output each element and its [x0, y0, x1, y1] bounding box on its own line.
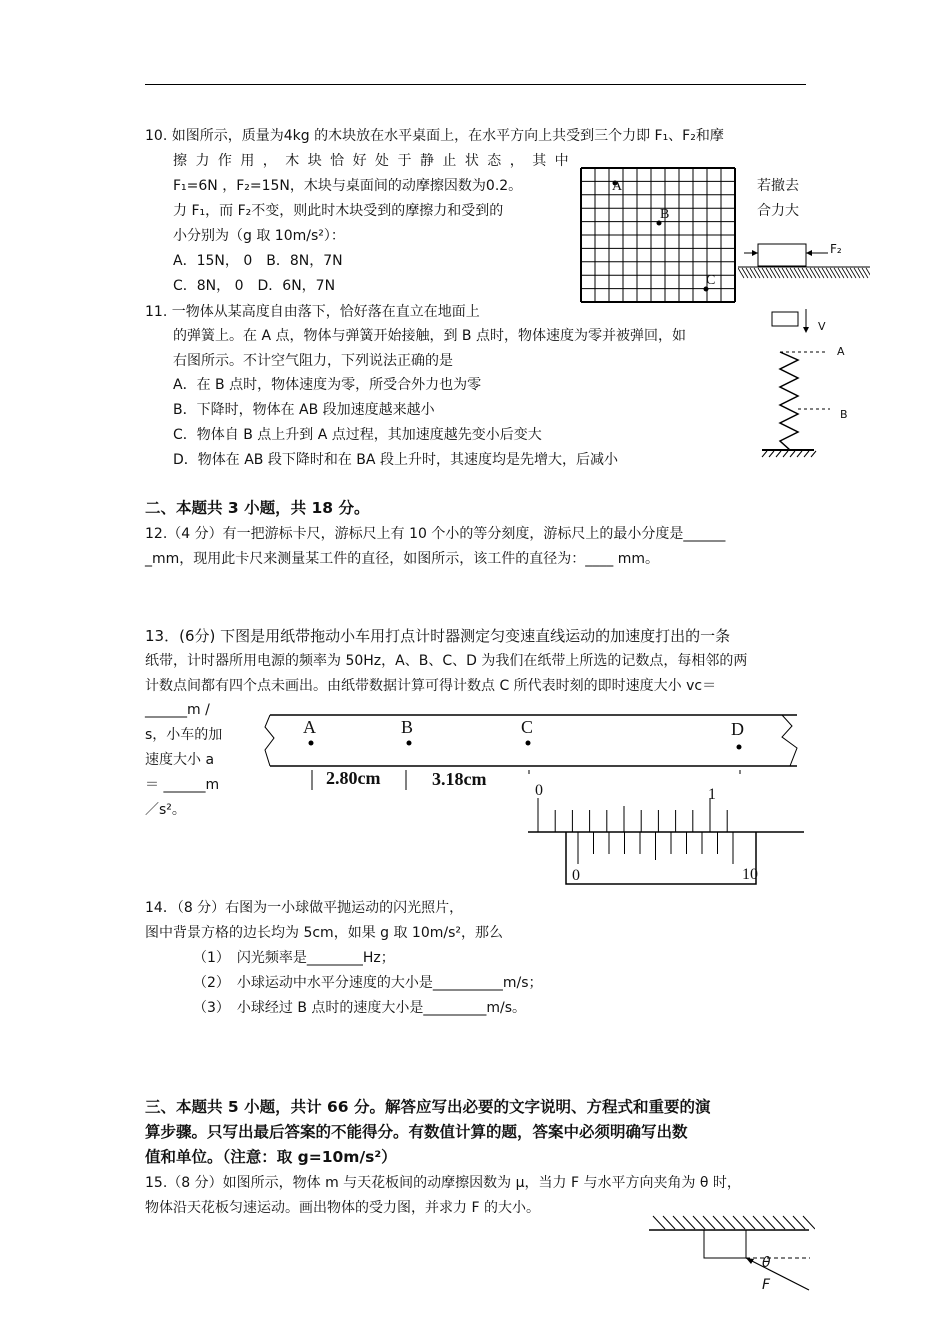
q10-line: F₁=6N ，F₂=15N，木块与桌面间的动摩擦因数为0.2。 — [173, 178, 523, 194]
q11-option-d: D．物体在 AB 段下降时和在 BA 段上升时，其速度均是先增大，后减小 — [173, 452, 618, 468]
q13-line: s，小车的加 — [145, 727, 223, 743]
q10-line: 力 F₁，而 F₂不变，则此时木块受到的摩擦力和受到的 — [173, 203, 504, 219]
theta-label: θ — [762, 1255, 771, 1271]
main-scale-0: 0 — [535, 782, 543, 799]
q10-option-ab: A．15N， 0 B．8N，7N — [173, 253, 343, 269]
q11-option-a: A．在 B 点时，物体速度为零，所受合外力也为零 — [173, 377, 482, 393]
q10-line: 10. 如图所示，质量为4kg 的木块放在水平桌面上，在水平方向上共受到三个力即 F₁、F₂和摩 — [145, 128, 724, 144]
q13-line: 速度大小 a — [145, 752, 215, 768]
tape-point-b: B — [401, 717, 414, 737]
section-3-heading: 算步骤。只写出最后答案的不能得分。有数值计算的题，答案中必须明确写出数 — [145, 1123, 688, 1141]
vernier-caliper-figure — [528, 780, 808, 892]
q14-sub-3: （3） 小球经过 B 点时的速度大小是_________m/s。 — [193, 1000, 527, 1016]
q13-line: 13．(6分) 下图是用纸带拖动小车用打点计时器测定匀变速直线运动的加速度打出的一条 — [145, 627, 731, 645]
q10-right-text: 合力大 — [757, 203, 799, 219]
q12-line: 12.（4 分）有一把游标卡尺，游标尺上有 10 个小的等分刻度，游标尺上的最小分度是______ — [145, 526, 726, 542]
q15-line: 15.（8 分）如图所示，物体 m 与天花板间的动摩擦因数为 μ，当力 F 与水平方向夹角为 θ 时， — [145, 1175, 741, 1191]
q11-line: 右图所示。不计空气阻力，下列说法正确的是 — [173, 353, 453, 369]
q13-line: ＝ ______m — [145, 777, 220, 793]
q14-line: 14．（8 分）右图为一小球做平抛运动的闪光照片， — [145, 900, 464, 916]
section-2-heading: 二、本题共 3 小题，共 18 分。 — [145, 499, 370, 517]
distance-ab: 2.80cm — [326, 768, 381, 788]
q10-line: 擦 力 作 用 ， 木 块 恰 好 处 于 静 止 状 态 ， 其 中 — [173, 153, 571, 169]
force-f2-label: F₂ — [830, 242, 842, 256]
q13-line: ／s²。 — [145, 802, 186, 818]
q15-line: 物体沿天花板匀速运动。画出物体的受力图，并求力 F 的大小。 — [145, 1200, 540, 1216]
q14-sub-1: （1） 闪光频率是________Hz； — [193, 950, 395, 966]
q14-line: 图中背景方格的边长均为 5cm，如果 g 取 10m/s²，那么 — [145, 925, 504, 941]
tape-point-c: C — [521, 717, 534, 737]
distance-bc: 3.18cm — [432, 769, 487, 789]
spring-label-b: B — [840, 408, 848, 421]
q14-sub-2: （2） 小球运动中水平分速度的大小是__________m/s； — [193, 975, 543, 991]
tape-point-d: D — [731, 719, 744, 739]
velocity-label: V — [818, 320, 826, 333]
q12-line: _mm，现用此卡尺来测量某工件的直径，如图所示，该工件的直径为：____ mm。 — [145, 551, 659, 567]
q10-option-cd: C．8N， 0 D．6N，7N — [173, 278, 336, 294]
grid-label-a: A — [612, 179, 623, 194]
q13-line: 计数点间都有四个点未画出。由纸带数据计算可得计数点 C 所代表时刻的即时速度大小 vc＝ — [145, 678, 717, 694]
grid-label-c: C — [706, 273, 716, 288]
q10-line: 小分别为（g 取 10m/s²）： — [173, 228, 345, 244]
q11-line: 的弹簧上。在 A 点，物体与弹簧开始接触，到 B 点时，物体速度为零并被弹回，如 — [173, 328, 686, 344]
header-rule — [145, 84, 806, 85]
q13-line: ______m / — [145, 702, 210, 718]
q10-right-text: 若撤去 — [757, 178, 799, 194]
vernier-scale-0: 0 — [572, 867, 580, 884]
q13-line: 纸带，计时器所用电源的频率为 50Hz，A、B、C、D 为我们在纸带上所选的记数点，每相邻的两 — [145, 653, 748, 669]
ceiling-force-figure — [645, 1212, 815, 1297]
spring-label-a: A — [837, 345, 845, 358]
block-force-figure — [738, 238, 870, 282]
grid-label-b: B — [660, 207, 670, 222]
section-3-heading: 值和单位。（注意：取 g=10m/s²） — [145, 1148, 397, 1166]
section-3-heading: 三、本题共 5 小题，共计 66 分。解答应写出必要的文字说明、方程式和重要的演 — [145, 1098, 711, 1116]
vernier-scale-10: 10 — [742, 866, 758, 883]
force-f-label: F — [762, 1277, 771, 1293]
main-scale-1: 1 — [708, 786, 716, 803]
q11-option-c: C．物体自 B 点上升到 A 点过程，其加速度越先变小后变大 — [173, 427, 542, 443]
q11-line: 11. 一物体从某高度自由落下，恰好落在直立在地面上 — [145, 304, 480, 320]
tape-point-a: A — [303, 717, 316, 737]
spring-figure — [758, 305, 858, 460]
q11-option-b: B．下降时，物体在 AB 段加速度越来越小 — [173, 402, 435, 418]
